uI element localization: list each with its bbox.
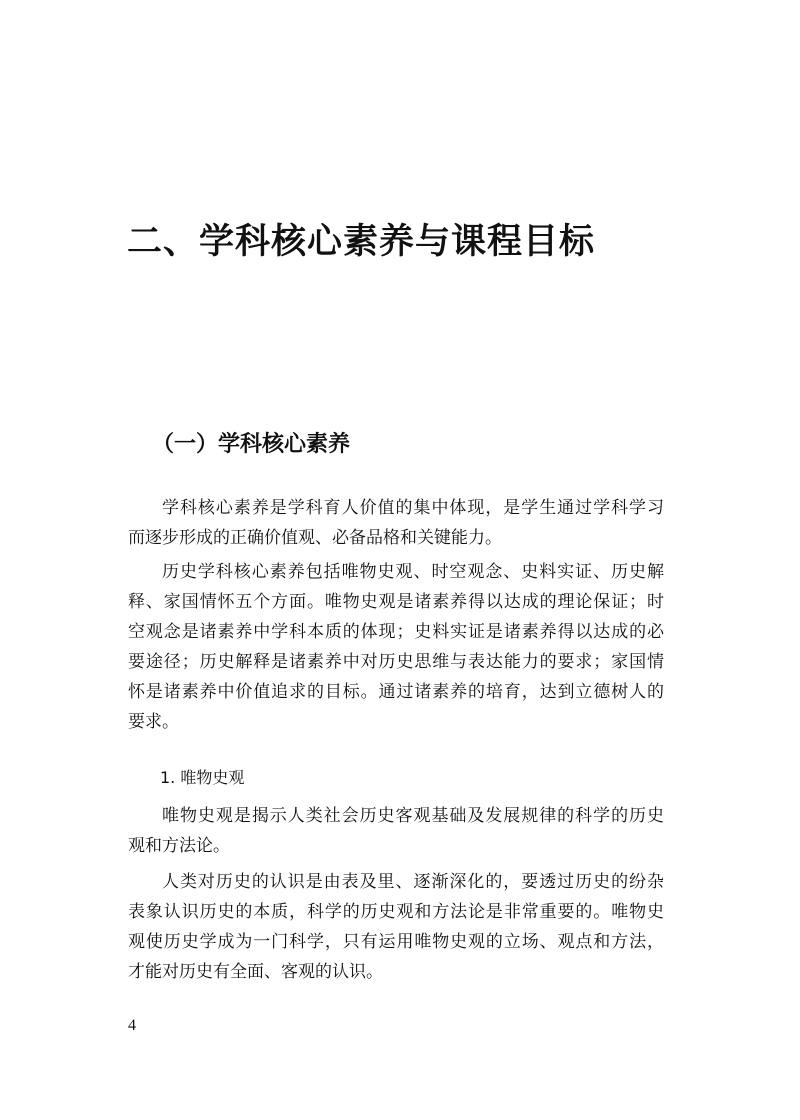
paragraph-core-literacy-definition [128,493,664,553]
paragraph-line: 要途径；历史解释是诸素养中对历史思维与表达能力的要求；家国情 [128,652,664,672]
page-number: 4 [128,1017,136,1034]
paragraph-five-aspects [128,557,664,737]
paragraph-line: 学科核心素养是学科育人价值的集中体现，是学生通过学科学习 [162,498,664,518]
paragraph-line: 空观念是诸素养中学科本质的体现；史料实证是诸素养得以达成的必 [128,622,664,642]
paragraph-materialism-definition [128,801,664,861]
paragraph-line: 要求。 [128,712,179,732]
paragraph-line: 而逐步形成的正确价值观、必备品格和关键能力。 [128,528,502,548]
paragraph-line: 怀是诸素养中价值追求的目标。通过诸素养的培育，达到立德树人的 [128,682,664,702]
section-heading: （一）学科核心素养 [152,431,351,457]
paragraph-line: 观和方法论。 [128,836,230,856]
paragraph-line: 才能对历史有全面、客观的认识。 [128,962,383,982]
chapter-title: 二、学科核心素养与课程目标 [127,221,596,262]
paragraph-line: 表象认识历史的本质，科学的历史观和方法论是非常重要的。唯物史 [128,902,664,922]
sub-heading: 1. 唯物史观 [160,768,245,787]
paragraph-materialism-importance [128,867,664,987]
paragraph-line: 观使历史学成为一门科学，只有运用唯物史观的立场、观点和方法， [128,932,664,952]
paragraph-line: 历史学科核心素养包括唯物史观、时空观念、史料实证、历史解 [162,562,664,582]
paragraph-line: 释、家国情怀五个方面。唯物史观是诸素养得以达成的理论保证；时 [128,592,664,612]
paragraph-line: 唯物史观是揭示人类社会历史客观基础及发展规律的科学的历史 [162,806,664,826]
paragraph-line: 人类对历史的认识是由表及里、逐渐深化的，要透过历史的纷杂 [162,872,664,892]
